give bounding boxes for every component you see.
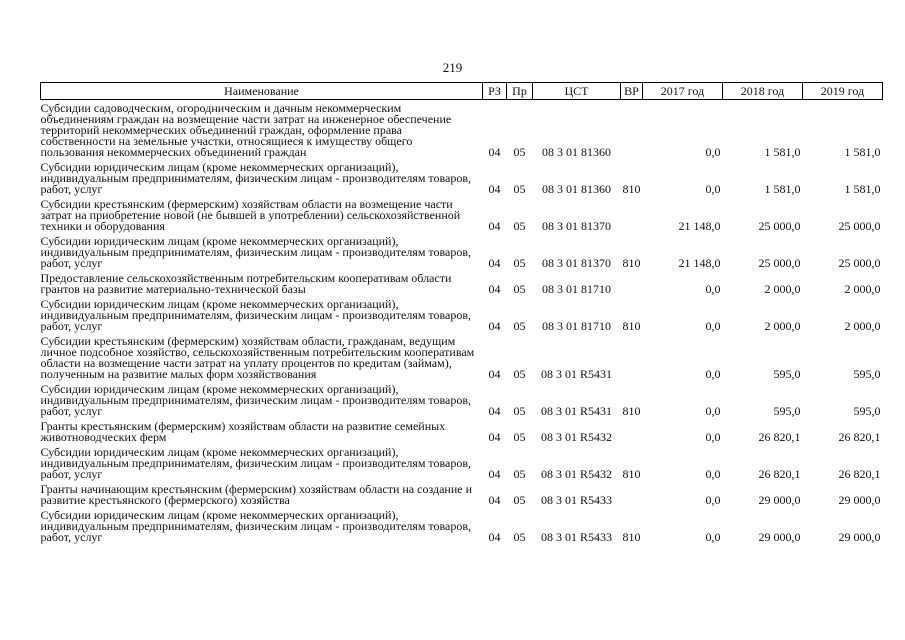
row-cst: 08 3 01 R5433 [540,530,612,544]
col-header-pr: Пр [507,83,533,100]
row-value-2019: 29 000,0 [838,530,881,544]
row-value-2018: 1 581,0 [764,182,801,196]
row-vr [621,481,643,507]
table-header-row [41,83,883,100]
row-value-2019: 595,0 [853,367,881,381]
row-cst: 08 3 01 81370 [542,256,611,270]
row-rz: 04 [488,319,501,333]
col-header-vr: ВР [621,83,643,100]
row-name: Гранты крестьянским (фермерским) хозяйствам области на развитие семейных животноводческих ферм [40,419,446,444]
row-vr: 810 [622,256,641,270]
row-value-2018: 595,0 [773,367,801,381]
table-row [41,333,883,381]
row-name: Субсидии крестьянским (фермерским) хозяйствам области на возмещение части затрат на приобретение новой (не бывшей в употреблении) сельскохозяйственной техники и оборудования [40,197,461,233]
row-pr: 05 [513,530,526,544]
row-cst: 08 3 01 81370 [542,219,611,233]
row-vr [621,270,643,296]
row-value-2018: 29 000,0 [758,493,801,507]
row-rz: 04 [488,256,501,270]
row-pr: 05 [513,430,526,444]
row-vr: 810 [622,319,641,333]
table-row [41,381,883,418]
row-value-2019: 26 820,1 [838,430,881,444]
table-row [41,159,883,196]
row-cst: 08 3 01 81710 [542,282,611,296]
row-cst: 08 3 01 R5433 [540,493,612,507]
row-value-2019: 595,0 [853,404,881,418]
row-pr: 05 [513,493,526,507]
row-cst: 08 3 01 R5431 [540,404,612,418]
row-value-2017: 21 148,0 [678,219,721,233]
page-number: 219 [442,60,463,75]
row-value-2019: 2 000,0 [844,282,881,296]
row-value-2018: 25 000,0 [758,219,801,233]
row-name: Предоставление сельскохозяйственным потребительским кооперативам области грантов на развитие материально-технической базы [40,271,452,296]
table-row [41,270,883,296]
row-value-2019: 2 000,0 [844,319,881,333]
row-value-2017: 0,0 [705,145,721,159]
row-vr: 810 [622,530,641,544]
row-name: Субсидии юридическим лицам (кроме некоммерческих организаций), индивидуальным предпринимателям, физическим лицам - производителям товаров, работ, услуг [40,160,472,196]
row-name: Субсидии юридическим лицам (кроме некоммерческих организаций), индивидуальным предпринимателям, физическим лицам - производителям товаров, работ, услуг [40,382,472,418]
row-value-2017: 0,0 [705,493,721,507]
row-pr: 05 [513,467,526,481]
table-row [41,481,883,507]
row-value-2018: 26 820,1 [758,430,801,444]
row-value-2019: 29 000,0 [838,493,881,507]
row-value-2017: 0,0 [705,530,721,544]
table-row [41,296,883,333]
row-vr [621,418,643,444]
row-value-2017: 0,0 [705,467,721,481]
row-vr: 810 [622,467,641,481]
row-value-2018: 2 000,0 [764,282,801,296]
row-value-2019: 25 000,0 [838,256,881,270]
row-vr [621,196,643,233]
row-rz: 04 [488,182,501,196]
row-value-2017: 0,0 [705,282,721,296]
row-name: Субсидии юридическим лицам (кроме некоммерческих организаций), индивидуальным предпринимателям, физическим лицам - производителям товаров, работ, услуг [40,445,472,481]
col-header-rz: РЗ [483,83,507,100]
row-cst: 08 3 01 81710 [542,319,611,333]
table-row [41,233,883,270]
row-pr: 05 [513,367,526,381]
table-row [41,507,883,544]
table-row [41,418,883,444]
row-value-2019: 1 581,0 [844,145,881,159]
row-vr [621,100,643,160]
row-value-2018: 2 000,0 [764,319,801,333]
col-header-2018: 2018 год [723,83,803,100]
table-body [41,100,883,545]
row-pr: 05 [513,282,526,296]
row-rz: 04 [488,367,501,381]
row-rz: 04 [488,467,501,481]
row-name: Субсидии юридическим лицам (кроме некоммерческих организаций), индивидуальным предпринимателям, физическим лицам - производителям товаров, работ, услуг [40,234,472,270]
table-row [41,444,883,481]
col-header-name: Наименование [41,83,483,100]
row-vr [621,333,643,381]
row-pr: 05 [513,319,526,333]
row-pr: 05 [513,219,526,233]
col-header-2019: 2019 год [803,83,883,100]
row-rz: 04 [488,530,501,544]
row-rz: 04 [488,430,501,444]
row-value-2017: 0,0 [705,367,721,381]
row-cst: 08 3 01 R5432 [540,467,612,481]
row-cst: 08 3 01 R5432 [540,430,612,444]
row-value-2019: 25 000,0 [838,219,881,233]
col-header-2017: 2017 год [643,83,723,100]
table-row [41,100,883,160]
row-vr: 810 [622,404,641,418]
row-rz: 04 [488,404,501,418]
row-value-2017: 0,0 [705,430,721,444]
row-pr: 05 [513,182,526,196]
row-value-2017: 0,0 [705,182,721,196]
row-rz: 04 [488,145,501,159]
row-pr: 05 [513,145,526,159]
row-value-2018: 25 000,0 [758,256,801,270]
row-value-2017: 0,0 [705,319,721,333]
row-cst: 08 3 01 81360 [542,145,611,159]
row-cst: 08 3 01 81360 [542,182,611,196]
row-vr: 810 [622,182,641,196]
row-rz: 04 [488,493,501,507]
row-rz: 04 [488,282,501,296]
row-name: Субсидии юридическим лицам (кроме некоммерческих организаций), индивидуальным предпринимателям, физическим лицам - производителям товаров, работ, услуг [40,297,472,333]
row-value-2018: 1 581,0 [764,145,801,159]
row-pr: 05 [513,404,526,418]
row-name: Субсидии крестьянским (фермерским) хозяйствам области, гражданам, ведущим личное подсобное хозяйство, сельскохозяйственным потребительским кооперативам области на возмещение части затрат на уплату процентов по кредитам (займам), полученным на развитие малых форм хозяйствования [40,334,475,381]
row-value-2019: 1 581,0 [844,182,881,196]
row-pr: 05 [513,256,526,270]
row-rz: 04 [488,219,501,233]
row-name: Гранты начинающим крестьянским (фермерским) хозяйствам области на создание и развитие крестьянского (фермерского) хозяйства [40,482,473,507]
row-name: Субсидии юридическим лицам (кроме некоммерческих организаций), индивидуальным предпринимателям, физическим лицам - производителям товаров, работ, услуг [40,508,472,544]
row-value-2017: 0,0 [705,404,721,418]
row-name: Субсидии садоводческим, огородническим и дачным некоммерческим объединениям граждан на возмещение части затрат на инженерное обеспечение территорий некоммерческих объединений граждан, оформление права собственности на земельные участки, относящиеся к имуществу общего пользования некоммерческих объединений граждан [40,101,452,159]
row-value-2017: 21 148,0 [678,256,721,270]
row-value-2018: 29 000,0 [758,530,801,544]
budget-table [40,82,883,544]
row-value-2019: 26 820,1 [838,467,881,481]
col-header-cst: ЦСТ [533,83,621,100]
row-value-2018: 26 820,1 [758,467,801,481]
table-row [41,196,883,233]
row-value-2018: 595,0 [773,404,801,418]
row-cst: 08 3 01 R5431 [540,367,612,381]
